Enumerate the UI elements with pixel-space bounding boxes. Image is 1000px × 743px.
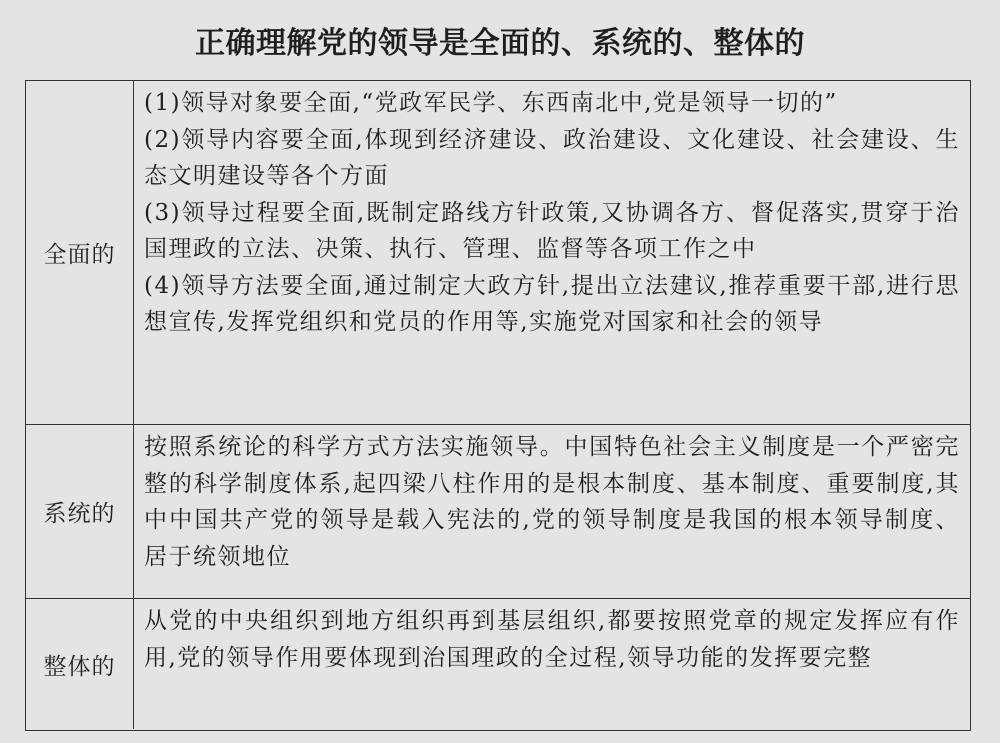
table-title: 正确理解党的领导是全面的、系统的、整体的	[195, 26, 805, 61]
row-content-comprehensive	[134, 81, 970, 424]
summary-table	[25, 80, 971, 731]
row-label-holistic: 整体的	[26, 599, 134, 729]
row-label-comprehensive: 全面的	[26, 81, 134, 424]
content-paragraph-2: (2)领导内容要全面,体现到经济建设、政治建设、文化建设、社会建设、生态文明建设等各个方面	[144, 126, 960, 189]
table-row-comprehensive	[26, 81, 970, 424]
content-paragraph: 按照系统论的科学方式方法实施领导。中国特色社会主义制度是一个严密完整的科学制度体系,起四梁八柱作用的是根本制度、基本制度、重要制度,其中中国共产党的领导是载入宪法的,党的领导制度是我国的根本领导制度、居于统领地位	[144, 434, 960, 570]
table-row-holistic	[26, 598, 970, 729]
row-content-systematic	[134, 425, 970, 598]
table-row-systematic	[26, 424, 970, 598]
content-paragraph-4: (4)领导方法要全面,通过制定大政方针,提出立法建议,推荐重要干部,进行思想宣传,发挥党组织和党员的作用等,实施党对国家和社会的领导	[144, 272, 960, 335]
row-content-holistic	[134, 599, 970, 729]
content-paragraph-3: (3)领导过程要全面,既制定路线方针政策,又协调各方、督促落实,贯穿于治国理政的立法、决策、执行、管理、监督等各项工作之中	[144, 199, 960, 262]
row-label-systematic: 系统的	[26, 425, 134, 598]
content-paragraph-1: (1)领导对象要全面,“党政军民学、东西南北中,党是领导一切的”	[144, 90, 838, 116]
content-paragraph: 从党的中央组织到地方组织再到基层组织,都要按照党章的规定发挥应有作用,党的领导作用要体现到治国理政的全过程,领导功能的发挥要完整	[144, 608, 960, 671]
